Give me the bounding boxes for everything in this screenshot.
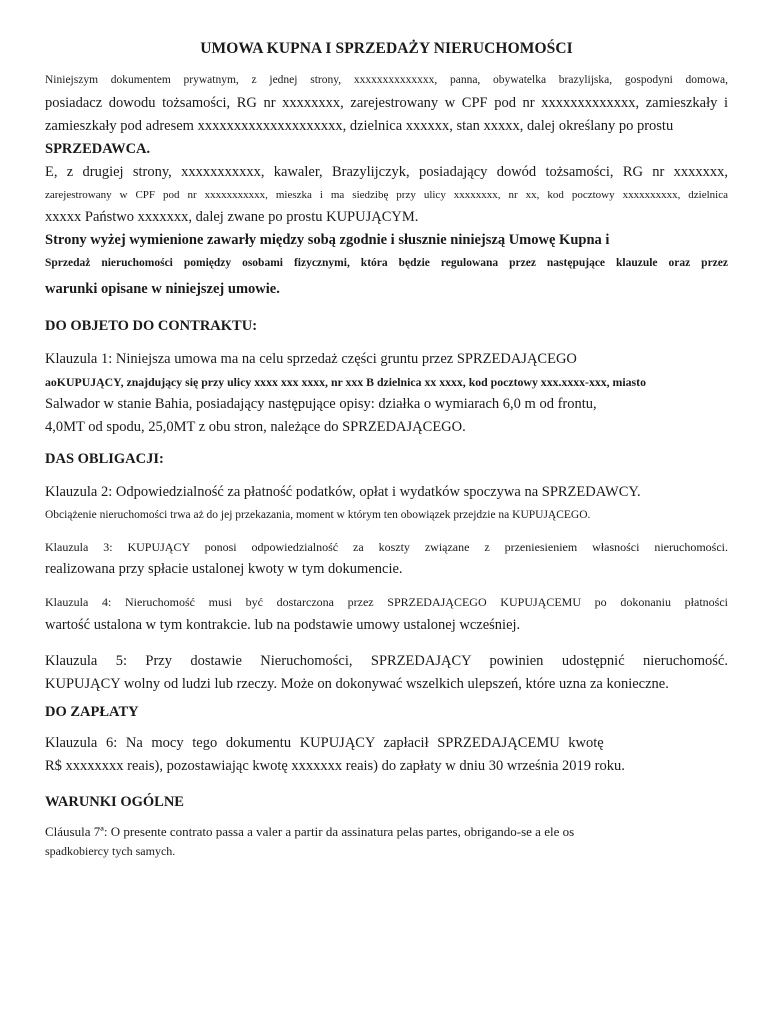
section-heading-obligations: DAS OBLIGACJI: (45, 451, 164, 467)
clause-2 (45, 481, 728, 526)
clause-7 (45, 822, 728, 860)
clause-7-line-2: spadkobiercy tych samych. (45, 844, 176, 858)
intro-line-9: Sprzedaż nieruchomości pomiędzy osobami fizycznymi, która będzie regulowana przez następujące klauzule oraz przez (45, 257, 728, 269)
section-heading-object: DO OBJETO DO CONTRAKTU: (45, 318, 258, 334)
intro-line-7: xxxxx Państwo xxxxxxx, dalej zwane po prostu KUPUJĄCYM. (45, 209, 419, 225)
clause-7-line-1: Cláusula 7ª: O presente contrato passa a valer a partir da assinatura pelas partes, obrigando-se a ele os (45, 824, 575, 839)
clause-1-line-3: Salwador w stanie Bahia, posiadający następujące opisy: działka o wymiarach 6,0 m od frontu, (45, 396, 597, 412)
clause-4 (45, 591, 728, 638)
clause-1 (45, 348, 728, 439)
clause-2-line-1: Klauzula 2: Odpowiedzialność za płatność podatków, opłat i wydatków spoczywa na SPRZEDAWCY. (45, 484, 641, 500)
document-title: UMOWA KUPNA I SPRZEDAŻY NIERUCHOMOŚCI (200, 40, 573, 57)
clause-6 (45, 732, 728, 778)
clause-3-line-2: realizowana przy spłacie ustalonej kwoty w tym dokumencie. (45, 561, 403, 577)
clause-5-line-2: KUPUJĄCY wolny od ludzi lub rzeczy. Może on dokonywać wszelkich ulepszeń, które uzna za konieczne. (45, 676, 669, 692)
intro-line-6: zarejestrowany w CPF pod nr xxxxxxxxxxx, mieszka i ma siedzibę przy ulicy xxxxxxxx, nr xx, kod pocztowy xxxxxxxxxx, dzielnica (45, 189, 728, 201)
seller-label: SPRZEDAWCA. (45, 141, 151, 157)
intro-line-10: warunki opisane w niniejszej umowie. (45, 281, 280, 297)
intro-line-5: E, z drugiej strony, xxxxxxxxxxx, kawaler, Brazylijczyk, posiadający dowód tożsamości, RG nr xxxxxxx, (45, 164, 728, 180)
clause-1-line-4: 4,0MT od spodu, 25,0MT z obu stron, należące do SPRZEDAJĄCEGO. (45, 419, 466, 435)
clause-5-line-1: Klauzula 5: Przy dostawie Nieruchomości, SPRZEDAJĄCY powinien udostępnić nieruchomość. (45, 653, 728, 669)
clause-4-line-1: Klauzula 4: Nieruchomość musi być dostarczona przez SPRZEDAJĄCEGO KUPUJĄCEMU po dokonaniu płatności (45, 595, 728, 609)
intro-line-2: posiadacz dowodu tożsamości, RG nr xxxxxxxx, zarejestrowany w CPF pod nr xxxxxxxxxxxxx, zamieszkały i (45, 95, 728, 111)
intro-line-1: Niniejszym dokumentem prywatnym, z jednej strony, xxxxxxxxxxxxxx, panna, obywatelka brazylijska, gospodyni domowa, (45, 74, 728, 86)
clause-3 (45, 536, 728, 581)
clause-6-line-2: R$ xxxxxxxx reais), pozostawiając kwotę xxxxxxx reais) do zapłaty w dniu 30 września 2019 roku. (45, 758, 625, 774)
clause-2-line-2: Obciążenie nieruchomości trwa aż do jej przekazania, moment w którym ten obowiązek przejdzie na KUPUJĄCEGO. (45, 509, 591, 521)
clause-6-line-1: Klauzula 6: Na mocy tego dokumentu KUPUJĄCY zapłacił SPRZEDAJĄCEMU kwotę (45, 735, 604, 751)
clause-1-line-2: aoKUPUJĄCY, znajdujący się przy ulicy xxxx xxx xxxx, nr xxx B dzielnica xx xxxx, kod pocztowy xxx.xxxx-xxx, miasto (45, 375, 646, 389)
clause-5 (45, 650, 728, 696)
section-heading-payment: DO ZAPŁATY (45, 704, 139, 720)
section-heading-general-terms: WARUNKI OGÓLNE (45, 794, 184, 810)
intro-line-8: Strony wyżej wymienione zawarły między sobą zgodnie i słusznie niniejszą Umowę Kupna i (45, 232, 610, 248)
clause-4-line-2: wartość ustalona w tym kontrakcie. lub na podstawie umowy ustalonej wcześniej. (45, 617, 521, 633)
intro-line-3: zamieszkały pod adresem xxxxxxxxxxxxxxxxxxxx, dzielnica xxxxxx, stan xxxxx, dalej określany po prostu (45, 118, 674, 134)
clause-1-line-1: Klauzula 1: Niniejsza umowa ma na celu sprzedaż części gruntu przez SPRZEDAJĄCEGO (45, 351, 577, 367)
clause-3-line-1: Klauzula 3: KUPUJĄCY ponosi odpowiedzialność za koszty związane z przeniesieniem własności nieruchomości. (45, 540, 728, 554)
intro-paragraph (45, 68, 728, 304)
